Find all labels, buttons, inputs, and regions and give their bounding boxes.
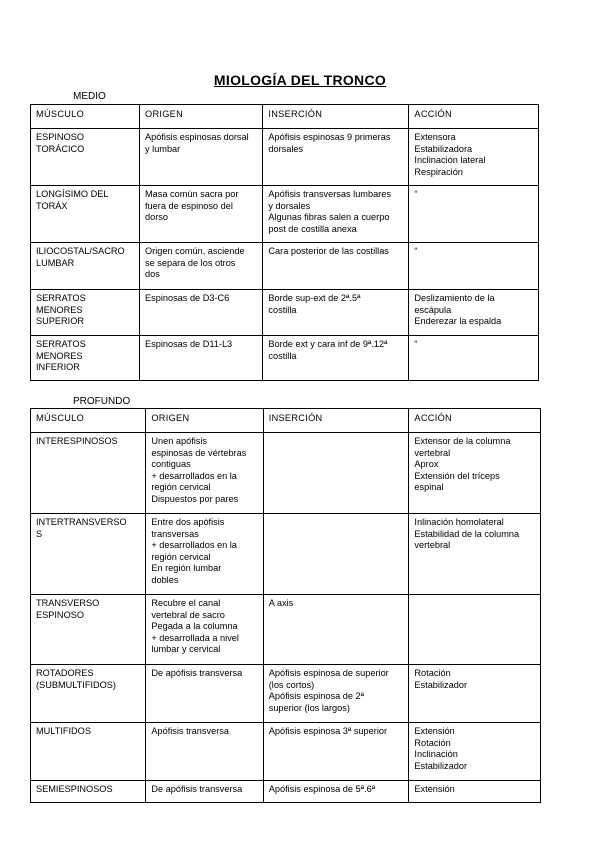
- header-musculo: MÚSCULO: [31, 409, 146, 433]
- section-label-medio: MEDIO: [73, 91, 106, 102]
- cell-origen: Espinosas de D3-C6: [140, 290, 263, 336]
- table-row: [31, 514, 541, 595]
- cell-origen: Masa común sacra por fuera de espinoso del dorso: [140, 186, 263, 243]
- cell-accion: Inlinación homolateral Estabilidad de la columna vertebral: [409, 514, 541, 595]
- cell-insercion: Apófisis espinosa de superior (los cortos) Apófisis espinosa de 2ª superior (los largos): [263, 665, 409, 723]
- cell-musculo: SERRATOS MENORES INFERIOR: [31, 336, 140, 381]
- cell-musculo: ROTADORES (SUBMULTIFIDOS): [31, 665, 146, 723]
- cell-accion: Deslizamiento de la escápula Enderezar la espalda: [409, 290, 539, 336]
- cell-origen: Apófisis espinosas dorsal y lumbar: [140, 129, 263, 186]
- cell-accion: Extensión Rotación Inclinación Estabilizador: [409, 723, 541, 781]
- cell-musculo: SERRATOS MENORES SUPERIOR: [31, 290, 140, 336]
- cell-origen: Espinosas de D11-L3: [140, 336, 263, 381]
- profundo-table: [30, 408, 541, 803]
- table-row: [31, 665, 541, 723]
- cell-accion: Extensora Estabilizadora Inclinación lateral Respiración: [409, 129, 539, 186]
- cell-accion: Extensor de la columna vertebral Aprox Extensión del tríceps espinal: [409, 433, 541, 514]
- cell-musculo: ESPINOSO TORÁCICO: [31, 129, 140, 186]
- cell-insercion: Apófisis espinosa de 5ª.6ª: [263, 781, 409, 803]
- cell-insercion: [263, 433, 409, 514]
- header-origen: ORIGEN: [146, 409, 263, 433]
- cell-insercion: [263, 514, 409, 595]
- medio-table: [30, 104, 539, 381]
- cell-origen: Recubre el canal vertebral de sacro Pegada a la columna + desarrollada a nivel lumbar y cervical: [146, 595, 263, 665]
- cell-musculo: ILIOCOSTAL/SACRO LUMBAR: [31, 243, 140, 290]
- table-row: [31, 186, 539, 243]
- cell-accion: [409, 595, 541, 665]
- cell-origen: Unen apófisis espinosas de vértebras contiguas + desarrollados en la región cervical Dispuestos por pares: [146, 433, 263, 514]
- table-header-row: [31, 105, 539, 129]
- cell-insercion: Borde sup-ext de 2ª.5ª costilla: [263, 290, 409, 336]
- cell-insercion: Apófisis transversas lumbares y dorsales Algunas fibras salen a cuerpo post de costilla anexa: [263, 186, 409, 243]
- section-label-profundo: PROFUNDO: [73, 396, 131, 407]
- table-row: [31, 336, 539, 381]
- cell-musculo: LONGÍSIMO DEL TORÁX: [31, 186, 140, 243]
- table-row: [31, 290, 539, 336]
- header-accion: ACCIÓN: [409, 105, 539, 129]
- cell-origen: Apófisis transversa: [146, 723, 263, 781]
- table-row: [31, 723, 541, 781]
- table-row: [31, 243, 539, 290]
- header-insercion: INSERCIÓN: [263, 409, 409, 433]
- header-accion: ACCIÓN: [409, 409, 541, 433]
- page-title: MIOLOGÍA DEL TRONCO: [213, 72, 387, 88]
- cell-accion: “: [409, 186, 539, 243]
- cell-insercion: A axis: [263, 595, 409, 665]
- cell-insercion: Cara posterior de las costillas: [263, 243, 409, 290]
- cell-insercion: Apófisis espinosa 3ª superior: [263, 723, 409, 781]
- cell-accion: “: [409, 336, 539, 381]
- cell-origen: De apófisis transversa: [146, 665, 263, 723]
- table-row: [31, 781, 541, 803]
- cell-origen: Entre dos apófisis transversas + desarrollados en la región cervical En región lumbar dobles: [146, 514, 263, 595]
- header-origen: ORIGEN: [140, 105, 263, 129]
- cell-musculo: MULTIFIDOS: [31, 723, 146, 781]
- cell-origen: De apófisis transversa: [146, 781, 263, 803]
- table-row: [31, 129, 539, 186]
- table-row: [31, 595, 541, 665]
- header-insercion: INSERCIÓN: [263, 105, 409, 129]
- table-header-row: [31, 409, 541, 433]
- cell-accion: Rotación Estabilizador: [409, 665, 541, 723]
- cell-musculo: SEMIESPINOSOS: [31, 781, 146, 803]
- cell-origen: Origen común, asciende se separa de los otros dos: [140, 243, 263, 290]
- header-musculo: MÚSCULO: [31, 105, 140, 129]
- table-row: [31, 433, 541, 514]
- cell-musculo: TRANSVERSO ESPINOSO: [31, 595, 146, 665]
- cell-musculo: INTERTRANSVERSO S: [31, 514, 146, 595]
- cell-insercion: Borde ext y cara inf de 9ª.12ª costilla: [263, 336, 409, 381]
- cell-musculo: INTERESPINOSOS: [31, 433, 146, 514]
- cell-accion: “: [409, 243, 539, 290]
- cell-insercion: Apófisis espinosas 9 primeras dorsales: [263, 129, 409, 186]
- cell-accion: Extensión: [409, 781, 541, 803]
